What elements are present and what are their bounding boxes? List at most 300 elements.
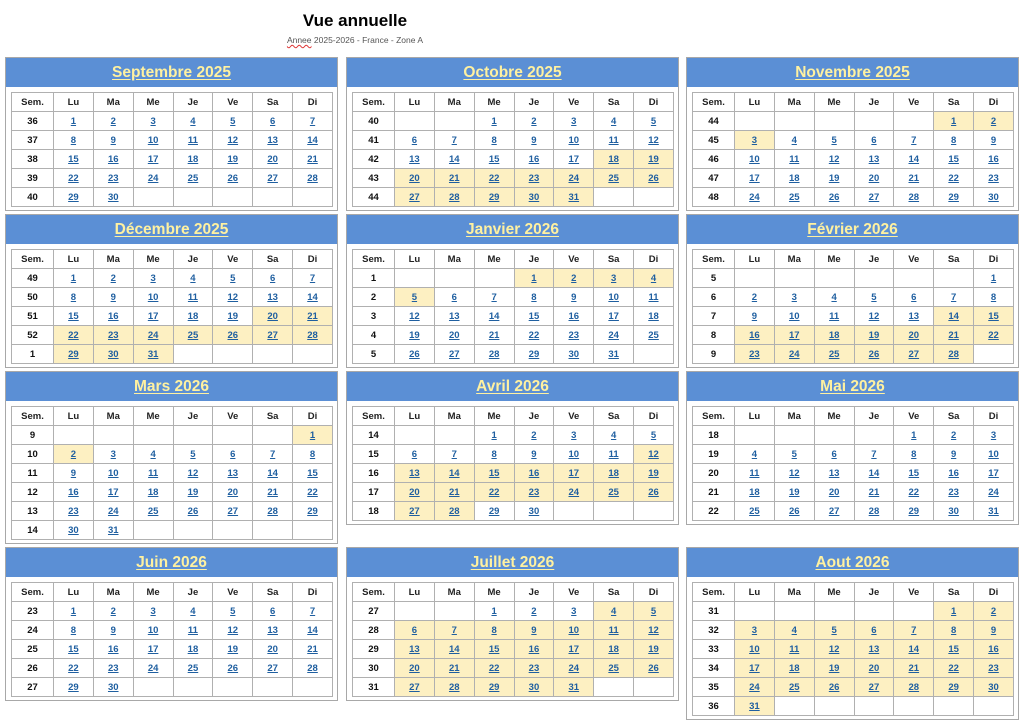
- day-cell[interactable]: 13: [395, 150, 435, 169]
- day-cell[interactable]: 1: [894, 426, 934, 445]
- day-cell[interactable]: 19: [395, 326, 435, 345]
- day-cell[interactable]: 27: [854, 188, 894, 207]
- day-cell[interactable]: 2: [54, 445, 94, 464]
- day-cell[interactable]: 9: [974, 621, 1014, 640]
- day-cell[interactable]: 18: [634, 307, 674, 326]
- day-cell[interactable]: 29: [474, 188, 514, 207]
- day-cell[interactable]: 27: [395, 188, 435, 207]
- day-cell[interactable]: 2: [514, 112, 554, 131]
- day-cell[interactable]: 2: [934, 426, 974, 445]
- day-cell[interactable]: 4: [735, 445, 775, 464]
- day-cell[interactable]: 18: [133, 483, 173, 502]
- day-cell[interactable]: 5: [814, 131, 854, 150]
- day-cell[interactable]: 12: [814, 150, 854, 169]
- day-cell[interactable]: 2: [93, 602, 133, 621]
- day-cell[interactable]: 14: [434, 640, 474, 659]
- day-cell[interactable]: 15: [474, 150, 514, 169]
- day-cell[interactable]: 19: [634, 150, 674, 169]
- day-cell[interactable]: 10: [93, 464, 133, 483]
- day-cell[interactable]: 5: [774, 445, 814, 464]
- day-cell[interactable]: 23: [93, 169, 133, 188]
- day-cell[interactable]: 20: [213, 483, 253, 502]
- day-cell[interactable]: 22: [474, 483, 514, 502]
- day-cell[interactable]: 3: [735, 131, 775, 150]
- day-cell[interactable]: 20: [253, 150, 293, 169]
- day-cell[interactable]: 27: [814, 502, 854, 521]
- day-cell[interactable]: 22: [514, 326, 554, 345]
- day-cell[interactable]: 31: [554, 188, 594, 207]
- day-cell[interactable]: 17: [93, 483, 133, 502]
- day-cell[interactable]: 12: [213, 288, 253, 307]
- day-cell[interactable]: 7: [854, 445, 894, 464]
- day-cell[interactable]: 15: [894, 464, 934, 483]
- day-cell[interactable]: 1: [934, 602, 974, 621]
- day-cell[interactable]: 2: [735, 288, 775, 307]
- day-cell[interactable]: 1: [514, 269, 554, 288]
- day-cell[interactable]: 29: [474, 502, 514, 521]
- day-cell[interactable]: 3: [93, 445, 133, 464]
- day-cell[interactable]: 12: [854, 307, 894, 326]
- day-cell[interactable]: 24: [554, 659, 594, 678]
- day-cell[interactable]: 25: [133, 502, 173, 521]
- day-cell[interactable]: 20: [395, 483, 435, 502]
- day-cell[interactable]: 12: [395, 307, 435, 326]
- day-cell[interactable]: 6: [854, 131, 894, 150]
- day-cell[interactable]: 20: [253, 307, 293, 326]
- day-cell[interactable]: 19: [854, 326, 894, 345]
- day-cell[interactable]: 18: [774, 169, 814, 188]
- day-cell[interactable]: 28: [934, 345, 974, 364]
- day-cell[interactable]: 31: [594, 345, 634, 364]
- day-cell[interactable]: 8: [54, 621, 94, 640]
- day-cell[interactable]: 3: [735, 621, 775, 640]
- day-cell[interactable]: 29: [54, 345, 94, 364]
- day-cell[interactable]: 4: [634, 269, 674, 288]
- day-cell[interactable]: 22: [974, 326, 1014, 345]
- day-cell[interactable]: 2: [974, 112, 1014, 131]
- day-cell[interactable]: 15: [514, 307, 554, 326]
- day-cell[interactable]: 30: [514, 188, 554, 207]
- day-cell[interactable]: 11: [774, 150, 814, 169]
- day-cell[interactable]: 29: [293, 502, 333, 521]
- day-cell[interactable]: 11: [594, 445, 634, 464]
- day-cell[interactable]: 4: [774, 621, 814, 640]
- day-cell[interactable]: 24: [594, 326, 634, 345]
- day-cell[interactable]: 31: [93, 521, 133, 540]
- day-cell[interactable]: 19: [774, 483, 814, 502]
- day-cell[interactable]: 25: [814, 345, 854, 364]
- day-cell[interactable]: 20: [434, 326, 474, 345]
- day-cell[interactable]: 11: [594, 131, 634, 150]
- day-cell[interactable]: 10: [974, 445, 1014, 464]
- day-cell[interactable]: 24: [774, 345, 814, 364]
- day-cell[interactable]: 11: [814, 307, 854, 326]
- day-cell[interactable]: 27: [213, 502, 253, 521]
- day-cell[interactable]: 24: [974, 483, 1014, 502]
- day-cell[interactable]: 24: [735, 678, 775, 697]
- day-cell[interactable]: 3: [554, 602, 594, 621]
- day-cell[interactable]: 2: [514, 426, 554, 445]
- day-cell[interactable]: 4: [173, 602, 213, 621]
- day-cell[interactable]: 8: [54, 288, 94, 307]
- day-cell[interactable]: 27: [395, 502, 435, 521]
- day-cell[interactable]: 13: [854, 640, 894, 659]
- day-cell[interactable]: 30: [514, 678, 554, 697]
- day-cell[interactable]: 20: [854, 659, 894, 678]
- day-cell[interactable]: 10: [133, 288, 173, 307]
- day-cell[interactable]: 28: [854, 502, 894, 521]
- day-cell[interactable]: 20: [814, 483, 854, 502]
- day-cell[interactable]: 29: [54, 678, 94, 697]
- day-cell[interactable]: 8: [474, 621, 514, 640]
- day-cell[interactable]: 6: [854, 621, 894, 640]
- day-cell[interactable]: 21: [434, 659, 474, 678]
- day-cell[interactable]: 6: [253, 112, 293, 131]
- day-cell[interactable]: 7: [253, 445, 293, 464]
- day-cell[interactable]: 10: [594, 288, 634, 307]
- day-cell[interactable]: 21: [434, 169, 474, 188]
- day-cell[interactable]: 15: [54, 307, 94, 326]
- day-cell[interactable]: 10: [554, 621, 594, 640]
- day-cell[interactable]: 12: [774, 464, 814, 483]
- day-cell[interactable]: 4: [173, 112, 213, 131]
- day-cell[interactable]: 16: [514, 464, 554, 483]
- day-cell[interactable]: 31: [554, 678, 594, 697]
- day-cell[interactable]: 14: [434, 464, 474, 483]
- day-cell[interactable]: 18: [173, 640, 213, 659]
- day-cell[interactable]: 17: [554, 464, 594, 483]
- day-cell[interactable]: 16: [54, 483, 94, 502]
- day-cell[interactable]: 27: [434, 345, 474, 364]
- day-cell[interactable]: 6: [253, 602, 293, 621]
- day-cell[interactable]: 27: [253, 169, 293, 188]
- day-cell[interactable]: 6: [253, 269, 293, 288]
- day-cell[interactable]: 19: [814, 169, 854, 188]
- day-cell[interactable]: 27: [253, 659, 293, 678]
- day-cell[interactable]: 27: [854, 678, 894, 697]
- day-cell[interactable]: 21: [293, 150, 333, 169]
- day-cell[interactable]: 15: [54, 640, 94, 659]
- day-cell[interactable]: 18: [173, 150, 213, 169]
- day-cell[interactable]: 5: [213, 112, 253, 131]
- day-cell[interactable]: 25: [173, 326, 213, 345]
- day-cell[interactable]: 18: [735, 483, 775, 502]
- day-cell[interactable]: 14: [434, 150, 474, 169]
- day-cell[interactable]: 8: [474, 131, 514, 150]
- day-cell[interactable]: 8: [514, 288, 554, 307]
- day-cell[interactable]: 24: [93, 502, 133, 521]
- day-cell[interactable]: 5: [634, 426, 674, 445]
- day-cell[interactable]: 7: [293, 112, 333, 131]
- day-cell[interactable]: 29: [474, 678, 514, 697]
- day-cell[interactable]: 7: [934, 288, 974, 307]
- day-cell[interactable]: 29: [934, 188, 974, 207]
- day-cell[interactable]: 10: [554, 445, 594, 464]
- day-cell[interactable]: 25: [634, 326, 674, 345]
- day-cell[interactable]: 16: [735, 326, 775, 345]
- day-cell[interactable]: 17: [133, 150, 173, 169]
- day-cell[interactable]: 14: [253, 464, 293, 483]
- day-cell[interactable]: 5: [814, 621, 854, 640]
- day-cell[interactable]: 9: [974, 131, 1014, 150]
- day-cell[interactable]: 23: [735, 345, 775, 364]
- day-cell[interactable]: 11: [173, 621, 213, 640]
- day-cell[interactable]: 6: [395, 621, 435, 640]
- day-cell[interactable]: 14: [894, 150, 934, 169]
- day-cell[interactable]: 28: [253, 502, 293, 521]
- day-cell[interactable]: 12: [814, 640, 854, 659]
- day-cell[interactable]: 29: [54, 188, 94, 207]
- day-cell[interactable]: 22: [54, 169, 94, 188]
- day-cell[interactable]: 22: [934, 169, 974, 188]
- day-cell[interactable]: 5: [213, 269, 253, 288]
- day-cell[interactable]: 25: [173, 659, 213, 678]
- day-cell[interactable]: 26: [213, 659, 253, 678]
- day-cell[interactable]: 1: [293, 426, 333, 445]
- day-cell[interactable]: 11: [774, 640, 814, 659]
- day-cell[interactable]: 7: [894, 621, 934, 640]
- day-cell[interactable]: 23: [514, 483, 554, 502]
- day-cell[interactable]: 11: [173, 288, 213, 307]
- day-cell[interactable]: 13: [854, 150, 894, 169]
- day-cell[interactable]: 1: [974, 269, 1014, 288]
- day-cell[interactable]: 5: [395, 288, 435, 307]
- day-cell[interactable]: 8: [934, 131, 974, 150]
- day-cell[interactable]: 12: [173, 464, 213, 483]
- day-cell[interactable]: 19: [634, 640, 674, 659]
- day-cell[interactable]: 7: [434, 445, 474, 464]
- day-cell[interactable]: 18: [594, 150, 634, 169]
- day-cell[interactable]: 4: [594, 112, 634, 131]
- day-cell[interactable]: 28: [894, 678, 934, 697]
- day-cell[interactable]: 9: [54, 464, 94, 483]
- day-cell[interactable]: 17: [735, 659, 775, 678]
- day-cell[interactable]: 22: [54, 659, 94, 678]
- day-cell[interactable]: 10: [735, 640, 775, 659]
- day-cell[interactable]: 9: [93, 621, 133, 640]
- day-cell[interactable]: 7: [894, 131, 934, 150]
- day-cell[interactable]: 20: [395, 659, 435, 678]
- day-cell[interactable]: 17: [133, 307, 173, 326]
- day-cell[interactable]: 21: [434, 483, 474, 502]
- day-cell[interactable]: 26: [814, 678, 854, 697]
- day-cell[interactable]: 5: [854, 288, 894, 307]
- day-cell[interactable]: 20: [894, 326, 934, 345]
- day-cell[interactable]: 29: [934, 678, 974, 697]
- day-cell[interactable]: 23: [554, 326, 594, 345]
- day-cell[interactable]: 24: [133, 169, 173, 188]
- day-cell[interactable]: 12: [213, 621, 253, 640]
- day-cell[interactable]: 8: [474, 445, 514, 464]
- day-cell[interactable]: 14: [854, 464, 894, 483]
- day-cell[interactable]: 1: [54, 269, 94, 288]
- day-cell[interactable]: 13: [253, 288, 293, 307]
- day-cell[interactable]: 28: [474, 345, 514, 364]
- day-cell[interactable]: 21: [934, 326, 974, 345]
- day-cell[interactable]: 28: [293, 659, 333, 678]
- day-cell[interactable]: 11: [634, 288, 674, 307]
- day-cell[interactable]: 30: [554, 345, 594, 364]
- day-cell[interactable]: 28: [434, 188, 474, 207]
- day-cell[interactable]: 13: [814, 464, 854, 483]
- day-cell[interactable]: 11: [173, 131, 213, 150]
- day-cell[interactable]: 15: [474, 464, 514, 483]
- day-cell[interactable]: 20: [253, 640, 293, 659]
- day-cell[interactable]: 5: [173, 445, 213, 464]
- day-cell[interactable]: 2: [93, 269, 133, 288]
- day-cell[interactable]: 28: [434, 502, 474, 521]
- day-cell[interactable]: 15: [293, 464, 333, 483]
- day-cell[interactable]: 17: [974, 464, 1014, 483]
- day-cell[interactable]: 18: [594, 640, 634, 659]
- day-cell[interactable]: 21: [474, 326, 514, 345]
- day-cell[interactable]: 26: [634, 169, 674, 188]
- day-cell[interactable]: 9: [554, 288, 594, 307]
- day-cell[interactable]: 10: [133, 621, 173, 640]
- day-cell[interactable]: 16: [514, 640, 554, 659]
- day-cell[interactable]: 25: [594, 483, 634, 502]
- day-cell[interactable]: 8: [293, 445, 333, 464]
- day-cell[interactable]: 28: [434, 678, 474, 697]
- day-cell[interactable]: 19: [213, 640, 253, 659]
- day-cell[interactable]: 5: [213, 602, 253, 621]
- day-cell[interactable]: 12: [634, 445, 674, 464]
- day-cell[interactable]: 16: [93, 150, 133, 169]
- day-cell[interactable]: 10: [133, 131, 173, 150]
- day-cell[interactable]: 6: [814, 445, 854, 464]
- day-cell[interactable]: 17: [735, 169, 775, 188]
- day-cell[interactable]: 14: [293, 621, 333, 640]
- day-cell[interactable]: 5: [634, 602, 674, 621]
- day-cell[interactable]: 16: [93, 640, 133, 659]
- day-cell[interactable]: 22: [293, 483, 333, 502]
- day-cell[interactable]: 16: [93, 307, 133, 326]
- day-cell[interactable]: 10: [774, 307, 814, 326]
- day-cell[interactable]: 31: [974, 502, 1014, 521]
- day-cell[interactable]: 20: [854, 169, 894, 188]
- day-cell[interactable]: 13: [253, 621, 293, 640]
- day-cell[interactable]: 16: [554, 307, 594, 326]
- day-cell[interactable]: 30: [93, 678, 133, 697]
- day-cell[interactable]: 21: [854, 483, 894, 502]
- day-cell[interactable]: 22: [474, 169, 514, 188]
- day-cell[interactable]: 25: [774, 678, 814, 697]
- day-cell[interactable]: 14: [293, 131, 333, 150]
- day-cell[interactable]: 4: [774, 131, 814, 150]
- day-cell[interactable]: 23: [974, 169, 1014, 188]
- day-cell[interactable]: 19: [814, 659, 854, 678]
- day-cell[interactable]: 19: [213, 150, 253, 169]
- day-cell[interactable]: 23: [93, 326, 133, 345]
- day-cell[interactable]: 4: [594, 602, 634, 621]
- day-cell[interactable]: 31: [133, 345, 173, 364]
- day-cell[interactable]: 15: [934, 640, 974, 659]
- day-cell[interactable]: 24: [554, 483, 594, 502]
- day-cell[interactable]: 31: [735, 697, 775, 716]
- day-cell[interactable]: 13: [894, 307, 934, 326]
- day-cell[interactable]: 8: [894, 445, 934, 464]
- day-cell[interactable]: 18: [173, 307, 213, 326]
- day-cell[interactable]: 19: [173, 483, 213, 502]
- day-cell[interactable]: 16: [974, 150, 1014, 169]
- day-cell[interactable]: 11: [735, 464, 775, 483]
- day-cell[interactable]: 23: [934, 483, 974, 502]
- day-cell[interactable]: 3: [133, 112, 173, 131]
- day-cell[interactable]: 15: [934, 150, 974, 169]
- day-cell[interactable]: 9: [735, 307, 775, 326]
- day-cell[interactable]: 28: [293, 326, 333, 345]
- day-cell[interactable]: 21: [894, 659, 934, 678]
- day-cell[interactable]: 24: [735, 188, 775, 207]
- day-cell[interactable]: 3: [974, 426, 1014, 445]
- day-cell[interactable]: 21: [894, 169, 934, 188]
- day-cell[interactable]: 29: [894, 502, 934, 521]
- day-cell[interactable]: 21: [253, 483, 293, 502]
- day-cell[interactable]: 3: [554, 426, 594, 445]
- day-cell[interactable]: 8: [934, 621, 974, 640]
- day-cell[interactable]: 13: [434, 307, 474, 326]
- day-cell[interactable]: 26: [854, 345, 894, 364]
- day-cell[interactable]: 14: [894, 640, 934, 659]
- day-cell[interactable]: 30: [934, 502, 974, 521]
- day-cell[interactable]: 27: [395, 678, 435, 697]
- day-cell[interactable]: 16: [934, 464, 974, 483]
- day-cell[interactable]: 29: [514, 345, 554, 364]
- day-cell[interactable]: 3: [774, 288, 814, 307]
- day-cell[interactable]: 11: [594, 621, 634, 640]
- day-cell[interactable]: 9: [934, 445, 974, 464]
- day-cell[interactable]: 25: [774, 188, 814, 207]
- day-cell[interactable]: 6: [894, 288, 934, 307]
- day-cell[interactable]: 23: [974, 659, 1014, 678]
- day-cell[interactable]: 18: [594, 464, 634, 483]
- day-cell[interactable]: 12: [213, 131, 253, 150]
- day-cell[interactable]: 15: [474, 640, 514, 659]
- day-cell[interactable]: 17: [554, 150, 594, 169]
- day-cell[interactable]: 1: [474, 602, 514, 621]
- day-cell[interactable]: 22: [474, 659, 514, 678]
- day-cell[interactable]: 26: [395, 345, 435, 364]
- day-cell[interactable]: 26: [173, 502, 213, 521]
- day-cell[interactable]: 3: [133, 602, 173, 621]
- day-cell[interactable]: 22: [894, 483, 934, 502]
- day-cell[interactable]: 2: [974, 602, 1014, 621]
- day-cell[interactable]: 25: [594, 659, 634, 678]
- day-cell[interactable]: 2: [514, 602, 554, 621]
- day-cell[interactable]: 14: [934, 307, 974, 326]
- day-cell[interactable]: 7: [434, 621, 474, 640]
- day-cell[interactable]: 2: [93, 112, 133, 131]
- day-cell[interactable]: 15: [974, 307, 1014, 326]
- day-cell[interactable]: 9: [514, 445, 554, 464]
- day-cell[interactable]: 17: [554, 640, 594, 659]
- day-cell[interactable]: 8: [974, 288, 1014, 307]
- day-cell[interactable]: 3: [594, 269, 634, 288]
- day-cell[interactable]: 9: [514, 621, 554, 640]
- day-cell[interactable]: 1: [54, 112, 94, 131]
- day-cell[interactable]: 2: [554, 269, 594, 288]
- day-cell[interactable]: 7: [474, 288, 514, 307]
- day-cell[interactable]: 27: [894, 345, 934, 364]
- day-cell[interactable]: 26: [213, 326, 253, 345]
- day-cell[interactable]: 15: [54, 150, 94, 169]
- day-cell[interactable]: 9: [93, 131, 133, 150]
- day-cell[interactable]: 27: [253, 326, 293, 345]
- day-cell[interactable]: 21: [293, 640, 333, 659]
- day-cell[interactable]: 6: [395, 445, 435, 464]
- day-cell[interactable]: 26: [213, 169, 253, 188]
- day-cell[interactable]: 4: [133, 445, 173, 464]
